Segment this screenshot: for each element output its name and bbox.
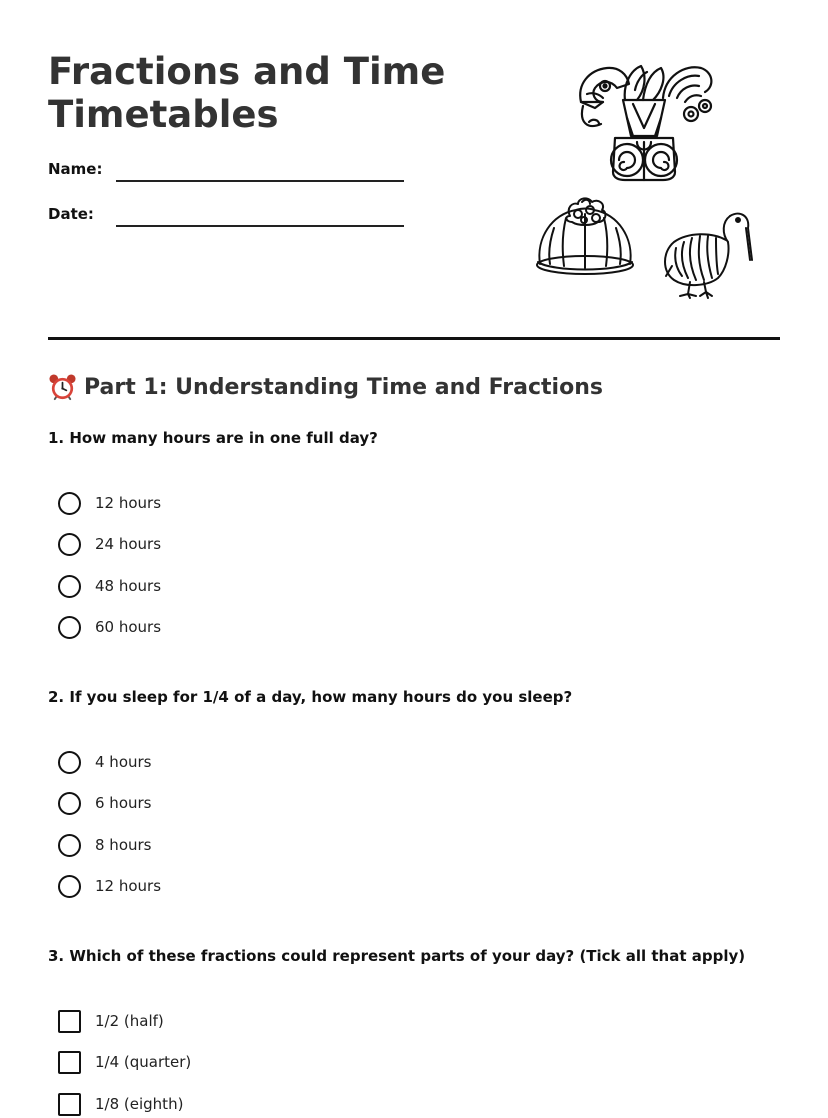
question-3-option[interactable] bbox=[58, 1050, 191, 1074]
checkbox[interactable] bbox=[58, 1093, 81, 1116]
question-2-text: 2. If you sleep for 1/4 of a day, how many hours do you sleep? bbox=[48, 688, 573, 706]
radio-button[interactable] bbox=[58, 751, 81, 774]
question-1-option[interactable] bbox=[58, 491, 161, 515]
question-1-option[interactable] bbox=[58, 615, 161, 639]
option-label: 1/4 (quarter) bbox=[95, 1053, 192, 1071]
name-label: Name: bbox=[48, 160, 103, 178]
question-3-text: 3. Which of these fractions could represent parts of your day? (Tick all that apply) bbox=[48, 947, 746, 965]
radio-button[interactable] bbox=[58, 492, 81, 515]
option-label: 12 hours bbox=[95, 494, 162, 512]
radio-button[interactable] bbox=[58, 875, 81, 898]
title-line-1: Fractions and Time bbox=[48, 50, 446, 93]
option-label: 24 hours bbox=[95, 535, 162, 553]
radio-button[interactable] bbox=[58, 575, 81, 598]
worksheet-title bbox=[48, 50, 488, 136]
section-divider bbox=[48, 337, 780, 340]
option-label: 48 hours bbox=[95, 577, 162, 595]
question-2-option[interactable] bbox=[58, 791, 151, 815]
question-1-option[interactable] bbox=[58, 574, 161, 598]
name-field[interactable] bbox=[116, 180, 404, 182]
pavlova-dessert-icon bbox=[532, 194, 636, 280]
option-label: 1/2 (half) bbox=[95, 1012, 164, 1030]
question-2-option[interactable] bbox=[58, 833, 151, 857]
question-1-option[interactable] bbox=[58, 532, 161, 556]
question-1-text: 1. How many hours are in one full day? bbox=[48, 429, 378, 447]
option-label: 12 hours bbox=[95, 877, 162, 895]
question-2-option[interactable] bbox=[58, 874, 161, 898]
radio-button[interactable] bbox=[58, 792, 81, 815]
checkbox[interactable] bbox=[58, 1051, 81, 1074]
section-1-heading bbox=[48, 373, 603, 402]
question-3-option[interactable] bbox=[58, 1009, 164, 1033]
radio-button[interactable] bbox=[58, 616, 81, 639]
question-2-option[interactable] bbox=[58, 750, 151, 774]
radio-button[interactable] bbox=[58, 834, 81, 857]
option-label: 4 hours bbox=[95, 753, 152, 771]
option-label: 6 hours bbox=[95, 794, 152, 812]
title-line-2: Timetables bbox=[48, 93, 279, 136]
option-label: 1/8 (eighth) bbox=[95, 1095, 184, 1113]
date-field[interactable] bbox=[116, 225, 404, 227]
checkbox[interactable] bbox=[58, 1010, 81, 1033]
date-label: Date: bbox=[48, 205, 94, 223]
option-label: 60 hours bbox=[95, 618, 162, 636]
kiwi-bird-icon bbox=[660, 206, 756, 302]
section-1-heading-text: Part 1: Understanding Time and Fractions bbox=[84, 375, 603, 400]
radio-button[interactable] bbox=[58, 533, 81, 556]
question-3-option[interactable] bbox=[58, 1092, 183, 1116]
option-label: 8 hours bbox=[95, 836, 152, 854]
alarm-clock-icon bbox=[48, 373, 77, 402]
carved-totem-icon bbox=[573, 62, 715, 182]
